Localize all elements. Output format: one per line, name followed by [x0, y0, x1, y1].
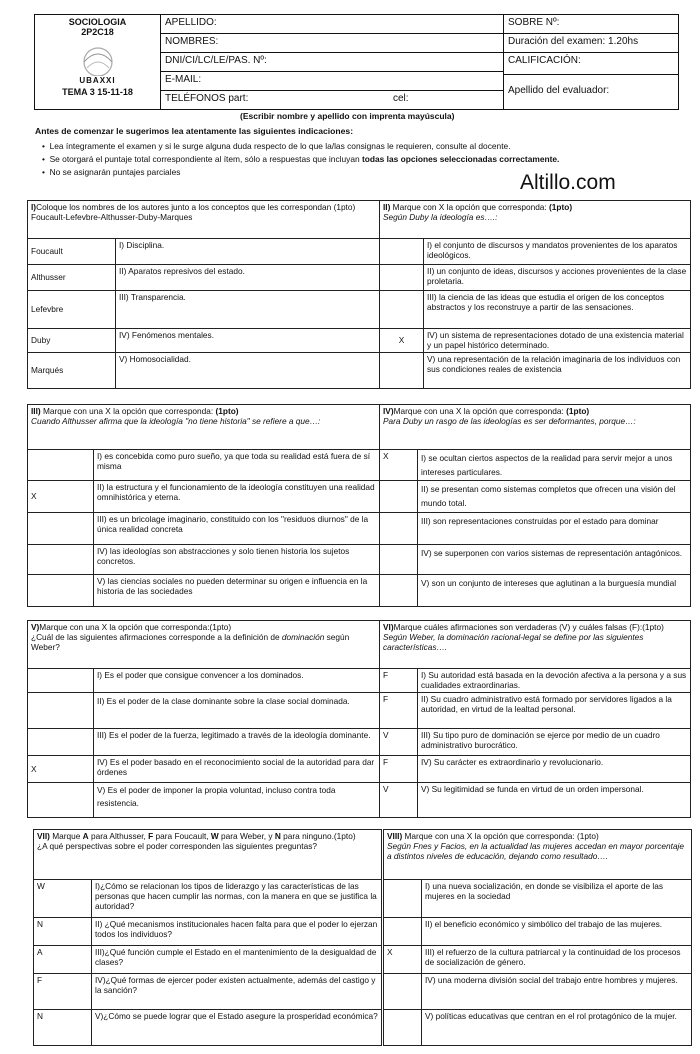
- q6-table: [379, 620, 691, 818]
- q1-row: [28, 239, 380, 265]
- q1-answer[interactable]: Lefevbre: [28, 291, 116, 329]
- q1-row: [28, 353, 380, 389]
- q6-row: [380, 783, 691, 818]
- q6-mark[interactable]: V: [380, 729, 418, 756]
- instruction-2-text: Se otorgará el puntaje total correspondiente al ítem, sólo a respuestas que incluyan: [49, 154, 362, 164]
- q2-prompt: Según Duby la ideología es….:: [383, 212, 498, 223]
- q7-mark[interactable]: A: [34, 946, 92, 974]
- q7-code-a: A: [82, 831, 89, 841]
- field-duracion: Duración del examen: 1.20hs: [504, 34, 678, 53]
- q1-header: [28, 201, 380, 239]
- q3-option: II) la estructura y el funcionamiento de la ideología constituyen una realidad omnihistórica y eterna.: [94, 481, 380, 513]
- q4-number: IV): [383, 406, 394, 416]
- q1-row: [28, 291, 380, 329]
- field-nombres[interactable]: NOMBRES:: [161, 34, 503, 53]
- q8-text: Marque con una X la opción que corresponda: (1pto): [402, 831, 599, 841]
- q4-mark[interactable]: X: [380, 450, 418, 481]
- q7-row: [34, 1010, 382, 1046]
- q6-mark[interactable]: F: [380, 693, 418, 729]
- q3-prompt: Cuando Althusser afirma que la ideología "no tiene historia" se refiere a que…:: [31, 416, 321, 427]
- q4-mark[interactable]: [380, 545, 418, 575]
- q3-mark[interactable]: [28, 545, 94, 575]
- q2-option: IV) un sistema de representaciones dotado de una existencia material y un papel histórico determinado.: [424, 329, 691, 353]
- q5-mark[interactable]: [28, 693, 94, 729]
- q4-table: [379, 404, 691, 607]
- q5-option: III) Es el poder de la fuerza, legitimado a través de la ideología dominante.: [94, 729, 380, 756]
- q1-row: [28, 329, 380, 353]
- q7-mark[interactable]: N: [34, 1010, 92, 1046]
- header-table: [34, 14, 679, 110]
- q4-header: [380, 405, 691, 450]
- q6-option: V) Su legitimidad se funda en virtud de un orden impersonal.: [418, 783, 691, 818]
- q3-number: III): [31, 406, 41, 416]
- field-evaluador[interactable]: Apellido del evaluador:: [508, 85, 610, 96]
- q3-option: I) es concebida como puro sueño, ya que toda su realidad está fuera de sí misma: [94, 450, 380, 481]
- q7-option: I)¿Cómo se relacionan los tipos de liderazgo y las características de las personas que hacen cumplir las normas, con la manera en que se justifica la autoridad?: [92, 880, 382, 918]
- q3-row: [28, 575, 380, 607]
- q5-option: I) Es el poder que consigue convencer a los dominados.: [94, 669, 380, 693]
- q2-mark[interactable]: [380, 291, 424, 329]
- q2-row: [380, 265, 691, 291]
- q1-concept: III) Transparencia.: [116, 291, 380, 329]
- instruction-1-text: Lea íntegramente el examen y si le surge alguna duda respecto de lo que la/las consignas le requieren, consulte al docente.: [49, 141, 511, 151]
- q8-option: II) el beneficio económico y simbólico del trabajo de las mujeres.: [422, 918, 692, 946]
- field-email[interactable]: E-MAIL:: [161, 72, 503, 91]
- q4-points: (1pto): [566, 406, 590, 416]
- q7-row: [34, 946, 382, 974]
- watermark-altillo: Altillo.com: [520, 171, 616, 194]
- q8-mark[interactable]: [384, 974, 422, 1010]
- q8-number: VIII): [387, 831, 403, 841]
- q3-row: [28, 513, 380, 545]
- q4-mark[interactable]: [380, 513, 418, 545]
- q8-mark[interactable]: [384, 880, 422, 918]
- q2-option: II) un conjunto de ideas, discursos y acciones provenientes de la clase proletaria.: [424, 265, 691, 291]
- q5-prompt: ¿Cuál de las siguientes afirmaciones corresponde a la definición de: [31, 632, 282, 643]
- q6-row: [380, 729, 691, 756]
- q5-row: [28, 756, 380, 783]
- q8-header: [384, 830, 692, 880]
- q1-answer[interactable]: Marqués: [28, 353, 116, 389]
- q3-header: [28, 405, 380, 450]
- q7-mark[interactable]: F: [34, 974, 92, 1010]
- q5-table: [27, 620, 380, 818]
- q6-header: [380, 621, 691, 669]
- q1-authors: Foucault-Lefevbre-Althusser-Duby-Marques: [31, 212, 193, 223]
- q4-option: IV) se superponen con varios sistemas de representación antagónicos.: [418, 545, 691, 575]
- q3-mark[interactable]: [28, 513, 94, 545]
- q8-row: [384, 974, 692, 1010]
- q1-answer[interactable]: Duby: [28, 329, 116, 353]
- q7-code-n: N: [274, 831, 281, 841]
- instructions-title: Antes de comenzar le sugerimos lea atentamente las siguientes indicaciones:: [35, 126, 354, 136]
- q5-mark[interactable]: [28, 729, 94, 756]
- q5-row: [28, 783, 380, 818]
- q6-row: [380, 756, 691, 783]
- q6-row: [380, 669, 691, 693]
- q1-row: [28, 265, 380, 291]
- field-telefonos-label: TELÉFONOS part:: [165, 93, 249, 104]
- q6-option: IV) Su carácter es extraordinario y revolucionario.: [418, 756, 691, 783]
- instruction-1: • Lea íntegramente el examen y si le surge alguna duda respecto de lo que la/las consignas le requieren, consulte al docente.: [42, 141, 511, 151]
- q1-concept: IV) Fenómenos mentales.: [116, 329, 380, 353]
- q8-option: I) una nueva socialización, en donde se visibiliza el aporte de las mujeres en la sociedad: [422, 880, 692, 918]
- q7-text-4: para Weber, y: [218, 831, 275, 841]
- field-cel-label: cel:: [393, 93, 409, 104]
- q5-text: Marque con una X la opción que corresponda:(1pto): [39, 622, 232, 632]
- q6-mark[interactable]: F: [380, 756, 418, 783]
- q4-option: V) son un conjunto de intereses que aglutinan a la burguesía mundial: [418, 575, 691, 607]
- q3-text: Marque con una X la opción que corresponda:: [40, 406, 216, 416]
- q2-option: I) el conjunto de discursos y mandatos provenientes de los aparatos ideológicos.: [424, 239, 691, 265]
- instruction-3: • No se asignarán puntajes parciales: [42, 167, 181, 177]
- q4-option: III) son representaciones construidas por el estado para dominar: [418, 513, 691, 545]
- q7-table: [33, 829, 382, 1046]
- q5-row: [28, 669, 380, 693]
- q3-mark[interactable]: X: [28, 481, 94, 513]
- q2-text: Marque con X la opción que corresponda:: [390, 202, 550, 212]
- q4-option: I) se ocultan ciertos aspectos de la realidad para servir mejor a unos intereses particulares.: [418, 450, 691, 481]
- q3-row: [28, 481, 380, 513]
- q4-row: [380, 545, 691, 575]
- q2-row: [380, 239, 691, 265]
- q6-text: Marque cuáles afirmaciones son verdaderas (V) y cuáles falsas (F):(1pto): [393, 622, 664, 632]
- q4-row: [380, 513, 691, 545]
- q4-text: Marque con una X la opción que corresponda:: [393, 406, 567, 416]
- q8-mark[interactable]: [384, 918, 422, 946]
- header-note: (Escribir nombre y apellido con imprenta mayúscula): [240, 111, 455, 121]
- q5-prompt-end: según Weber?: [31, 632, 350, 653]
- q7-option: II) ¿Qué mecanismos institucionales hacen falta para que el poder lo ejerzan todos los individuos?: [92, 918, 382, 946]
- q3-row: [28, 545, 380, 575]
- q4-mark[interactable]: [380, 481, 418, 513]
- q8-mark[interactable]: [384, 1010, 422, 1046]
- q5-header: [28, 621, 380, 669]
- ubaxxi-logo-icon: [73, 44, 123, 76]
- instruction-2: • Se otorgará el puntaje total correspondiente al ítem, sólo a respuestas que incluyan todas las opciones seleccionadas correctamente.: [42, 154, 560, 164]
- q8-row: [384, 1010, 692, 1046]
- q5-mark[interactable]: [28, 783, 94, 818]
- q1-concept: V) Homosocialidad.: [116, 353, 380, 389]
- field-dni[interactable]: DNI/CI/LC/LE/PAS. Nº:: [161, 53, 503, 72]
- q2-row: [380, 353, 691, 389]
- q1-answer[interactable]: Foucault: [28, 239, 116, 265]
- q5-option: II) Es el poder de la clase dominante sobre la clase social dominada.: [94, 693, 380, 729]
- q8-row: [384, 946, 692, 974]
- q7-option: IV)¿Qué formas de ejercer poder existen actualmente, además del castigo y la sanción?: [92, 974, 382, 1010]
- q8-row: [384, 880, 692, 918]
- header-right-cell: [504, 15, 679, 110]
- field-telefonos[interactable]: [161, 91, 503, 108]
- q7-row: [34, 880, 382, 918]
- q2-row: [380, 291, 691, 329]
- field-sobre[interactable]: SOBRE Nº:: [504, 15, 678, 34]
- q2-number: II): [383, 202, 391, 212]
- q4-prompt: Para Duby un rasgo de las ideologías es ser deformantes, porque…:: [383, 416, 636, 427]
- q2-header: [380, 201, 691, 239]
- tema-date: TEMA 3 15-11-18: [62, 86, 133, 97]
- q2-mark[interactable]: [380, 265, 424, 291]
- q7-code-w: W: [210, 831, 219, 841]
- q7-text-2: para Althusser,: [88, 831, 149, 841]
- q7-row: [34, 974, 382, 1010]
- q8-prompt: Según Fnes y Facios, en la actualidad las mujeres accedan en mayor porcentaje a distintos niveles de educación, dejando como resultado….: [387, 841, 685, 862]
- q1-table: [27, 200, 380, 389]
- q2-table: [379, 200, 691, 389]
- q5-option: IV) Es el poder basado en el reconocimiento social de la autoridad para dar órdenes: [94, 756, 380, 783]
- q7-option: III)¿Qué función cumple el Estado en el mantenimiento de la desigualdad de clases?: [92, 946, 382, 974]
- q2-points: (1pto): [549, 202, 573, 212]
- q5-prompt-italic: dominación: [281, 632, 325, 643]
- q5-mark[interactable]: [28, 669, 94, 693]
- q8-option: IV) una moderna división social del trabajo entre hombres y mujeres.: [422, 974, 692, 1010]
- q7-text-3: para Foucault,: [153, 831, 211, 841]
- q7-row: [34, 918, 382, 946]
- q3-mark[interactable]: [28, 575, 94, 607]
- q3-option: IV) las ideologías son abstracciones y solo tienen historia los sujetos concretos.: [94, 545, 380, 575]
- q8-option: III) el refuerzo de la cultura patriarcal y la continuidad de los procesos de socialización de género.: [422, 946, 692, 974]
- header-fields-cell: [161, 15, 504, 110]
- header-logo-cell: [35, 15, 161, 110]
- q6-row: [380, 693, 691, 729]
- field-apellido[interactable]: APELLIDO:: [161, 15, 503, 34]
- q6-prompt: Según Weber, la dominación racional-legal se define por las siguientes características….: [383, 632, 644, 653]
- instruction-2-bold: todas las opciones seleccionadas correctamente.: [362, 154, 560, 164]
- q2-mark[interactable]: [380, 353, 424, 389]
- q1-text: Coloque los nombres de los autores junto a los conceptos que les correspondan (1pto): [36, 202, 356, 212]
- q4-row: [380, 481, 691, 513]
- q4-row: [380, 575, 691, 607]
- q3-option: III) es un bricolage imaginario, constituido con los "residuos diurnos" de la única realidad concreta: [94, 513, 380, 545]
- q1-concept: I) Disciplina.: [116, 239, 380, 265]
- q8-mark[interactable]: X: [384, 946, 422, 974]
- logo-text: UBAXXI: [79, 75, 116, 85]
- q5-row: [28, 693, 380, 729]
- q6-mark[interactable]: V: [380, 783, 418, 818]
- exam-code: 2P2C18: [81, 27, 114, 38]
- q7-mark[interactable]: W: [34, 880, 92, 918]
- q8-table: [383, 829, 692, 1046]
- q7-mark[interactable]: N: [34, 918, 92, 946]
- q6-number: VI): [383, 622, 394, 632]
- q5-number: V): [31, 622, 40, 632]
- q2-mark[interactable]: X: [380, 329, 424, 353]
- q3-table: [27, 404, 380, 607]
- q6-option: II) Su cuadro administrativo está formado por servidores ligados a la autoridad, en virtud de la lealtad personal.: [418, 693, 691, 729]
- q7-code-f: F: [148, 831, 154, 841]
- q4-mark[interactable]: [380, 575, 418, 607]
- q2-row: [380, 329, 691, 353]
- q1-answer[interactable]: Althusser: [28, 265, 116, 291]
- q5-mark[interactable]: X: [28, 756, 94, 783]
- field-calificacion[interactable]: CALIFICACIÓN:: [504, 53, 678, 75]
- q7-text-1: Marque: [49, 831, 83, 841]
- q2-option: III) la ciencia de las ideas que estudia el origen de los conceptos abstractos y los reconstruye a partir de las sensaciones.: [424, 291, 691, 329]
- q4-option: II) se presentan como sistemas completos que ofrecen una visión del mundo total.: [418, 481, 691, 513]
- q2-mark[interactable]: [380, 239, 424, 265]
- q3-mark[interactable]: [28, 450, 94, 481]
- q7-header: [34, 830, 382, 880]
- q3-option: V) las ciencias sociales no pueden determinar su origen e influencia en la historia de las sociedades: [94, 575, 380, 607]
- q8-row: [384, 918, 692, 946]
- q7-number: VII): [37, 831, 50, 841]
- q3-points: (1pto): [215, 406, 239, 416]
- q8-option: V) políticas educativas que centran en el rol protagónico de la mujer.: [422, 1010, 692, 1046]
- instruction-3-text: No se asignarán puntajes parciales: [49, 167, 181, 177]
- q6-option: I) Su autoridad está basada en la devoción afectiva a la persona y a sus cualidades extraordinarias.: [418, 669, 691, 693]
- q4-row: [380, 450, 691, 481]
- q6-option: III) Su tipo puro de dominación se ejerce por medio de un cuadro administrativo burocrático.: [418, 729, 691, 756]
- q3-row: [28, 450, 380, 481]
- subject-title: SOCIOLOGIA: [68, 17, 127, 27]
- q2-option: V) una representación de la relación imaginaria de los individuos con sus condiciones reales de existencia: [424, 353, 691, 389]
- q5-row: [28, 729, 380, 756]
- q7-text-5: para ninguno.(1pto): [280, 831, 356, 841]
- q1-concept: II) Aparatos represivos del estado.: [116, 265, 380, 291]
- q1-number: I): [31, 202, 37, 212]
- q7-option: V)¿Cómo se puede lograr que el Estado asegure la prosperidad económica?: [92, 1010, 382, 1046]
- q7-prompt: ¿A qué perspectivas sobre el poder corresponden las siguientes preguntas?: [37, 841, 317, 852]
- q6-mark[interactable]: F: [380, 669, 418, 693]
- q5-option: V) Es el poder de imponer la propia voluntad, incluso contra toda resistencia.: [94, 783, 380, 818]
